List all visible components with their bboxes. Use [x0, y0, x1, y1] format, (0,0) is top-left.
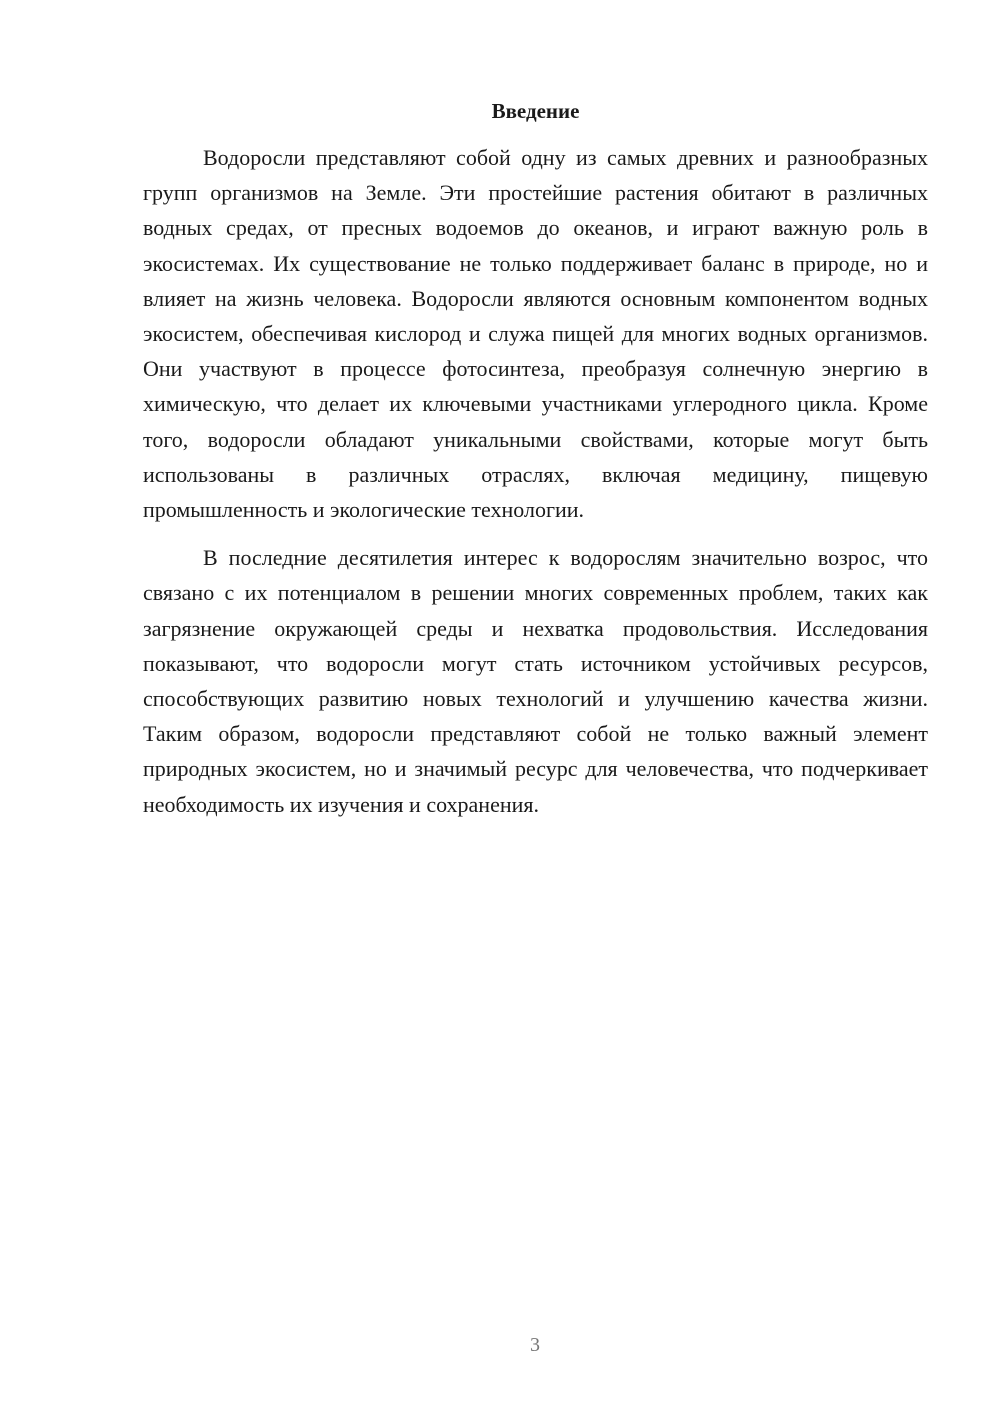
section-body [143, 140, 928, 822]
paragraph-2: В последние десятилетия интерес к водорослям значительно возрос, что связано с их потенциалом в решении многих современных проблем, таких как загрязнение окружающей среды и нехватка продовольствия. Исследования показывают, что водоросли могут стать источником устойчивых ресурсов, способствующих развитию новых технологий и улучшению качества жизни. Таким образом, водоросли представляют собой не только важный элемент природных экосистем, но и значимый ресурс для человечества, что подчеркивает необходимость их изучения и сохранения. [143, 545, 928, 817]
paragraph-1: Водоросли представляют собой одну из самых древних и разнообразных групп организмов на Земле. Эти простейшие растения обитают в различных водных средах, от пресных водоемов до океанов, и играют важную роль в экосистемах. Их существование не только поддерживает баланс в природе, но и влияет на жизнь человека. Водоросли являются основным компонентом водных экосистем, обеспечивая кислород и служа пищей для многих водных организмов. Они участвуют в процессе фотосинтеза, преобразуя солнечную энергию в химическую, что делает их ключевыми участниками углеродного цикла. Кроме того, водоросли обладают уникальными свойствами, которые могут быть использованы в различных отраслях, включая медицину, пищевую промышленность и экологические технологии. [143, 145, 928, 523]
section-heading: Введение [491, 99, 580, 123]
page-number: 3 [530, 1334, 540, 1356]
